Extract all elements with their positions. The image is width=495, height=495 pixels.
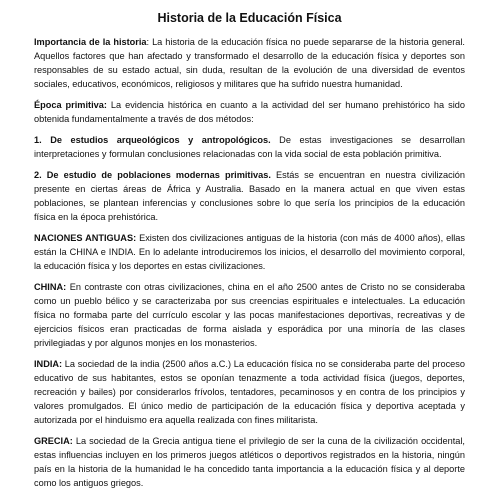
paragraph-metodo-1 — [34, 133, 465, 161]
paragraph-body: En contraste con otras civilizaciones, china en el año 2500 antes de Cristo no se consideraba como un pueblo bélico y se caracterizaba por sus creencias espirituales e intelectuales. La educación física no formaba parte del currículo escolar y las pocas manifestaciones deportivas, recreativas y de ejercicios físicos eran practicadas de forma aislada y esporádica por una minoría de las clases privilegiadas y por algunos monjes en los monasterios. — [34, 282, 465, 348]
paragraph-body: La sociedad de la india (2500 años a.C.) La educación física no se consideraba parte del proceso educativo de sus habitantes, estos se oponían tenazmente a toda actividad física (juegos, deportes, recreación y bailes) por considerarlos frívolos, tentadores, pecaminosos y en contra de los principios y valores promulgados. El único medio de participación de la educación física y deportiva aceptada y autorizada por el hinduismo era aquella realizada con fines militarista. — [34, 359, 465, 425]
paragraph-body: Existen dos civilizaciones antiguas de la historia (con más de 4000 años), ellas están la CHINA e INDIA. En lo adelante introduciremos los inicios, el desarrollo del movimiento corporal, la educación física y los deportes en estas civilizaciones. — [34, 233, 465, 271]
paragraph-body: : La historia de la educación física no puede separarse de la historia general. Aquellos factores que han afectado y transformado el desarrollo de la educación física y deportes son responsables de su estado actual, sin duda, resultan de la evolución de una diversidad de eventos sociales, educativos, económicos, religiosos y militares que ha sufrido nuestra humanidad. — [34, 37, 465, 89]
paragraph-lead: 2. De estudio de poblaciones modernas primitivas. — [34, 170, 271, 180]
paragraph-body: La evidencia histórica en cuanto a la actividad del ser humano prehistórico ha sido obtenida fundamentalmente a través de dos métodos: — [34, 100, 465, 124]
paragraph-china — [34, 280, 465, 350]
paragraph-body: De estas investigaciones se desarrollan interpretaciones y formulan conclusiones relacionadas con la vida social de esta población primitiva. — [34, 135, 465, 159]
paragraph-body: Estás se encuentran en nuestra civilización presente en ciertas áreas de África y Australia. Basado en la manera actual en que viven estas poblaciones, se plantean inferencias y conclusiones sobre lo que sería los principios de la educación física en la época prehistórica. — [34, 170, 465, 222]
paragraph-lead: GRECIA: — [34, 436, 73, 446]
paragraph-metodo-2 — [34, 168, 465, 224]
document-title: Historia de la Educación Física — [157, 11, 342, 25]
paragraph-india — [34, 357, 465, 427]
paragraph-lead: NACIONES ANTIGUAS: — [34, 233, 137, 243]
paragraph-lead: INDIA: — [34, 359, 63, 369]
paragraph-lead: 1. De estudios arqueológicos y antropológicos. — [34, 135, 271, 145]
paragraph-naciones-antiguas — [34, 231, 465, 273]
paragraph-epoca-primitiva — [34, 98, 465, 126]
paragraph-lead: Importancia de la historia — [34, 37, 147, 47]
paragraph-lead: Época primitiva: — [34, 100, 107, 110]
paragraph-importancia — [34, 35, 465, 91]
paragraph-grecia — [34, 434, 465, 490]
paragraph-body: La sociedad de la Grecia antigua tiene el privilegio de ser la cuna de la civilización occidental, estas influencias incluyen en los primeros juegos atléticos o deportivos registrados en la historia, ningún país en la historia de la humanidad le ha concedido tanta importancia a la educación física y al deporte como los antiguos griegos. — [34, 436, 465, 488]
paragraph-lead: CHINA: — [34, 282, 67, 292]
